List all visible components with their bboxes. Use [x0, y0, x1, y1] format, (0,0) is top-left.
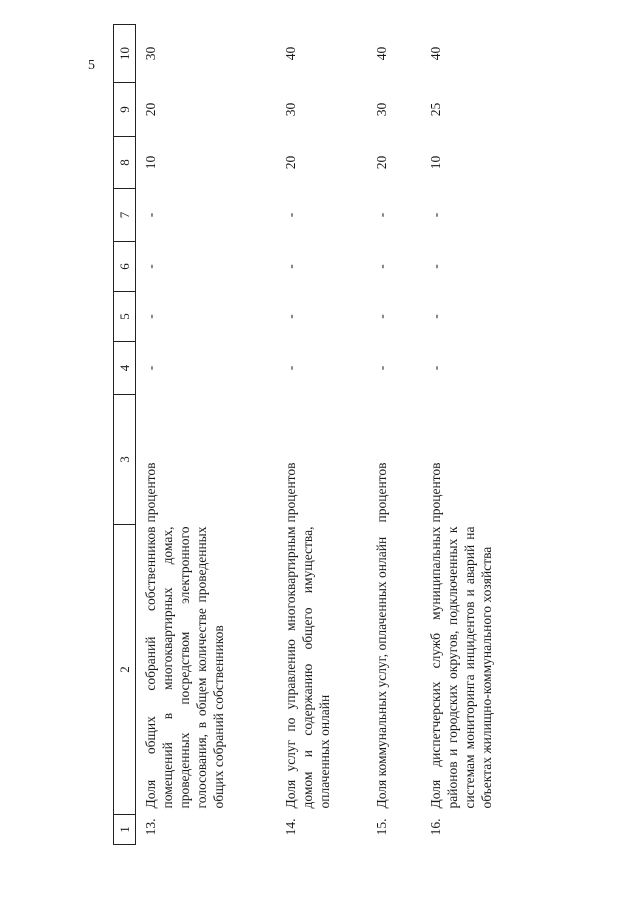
value-cell: -: [428, 264, 443, 269]
header-cell: 1: [114, 815, 136, 845]
value-cell: -: [143, 365, 158, 371]
indicator-unit: процентов: [283, 462, 298, 523]
indicator-name: Доля общих собраний собственников помещений в многоквартирных домах, проведенных посредством электронного голосования, в общем количестве проведенных общих собраний собственников: [143, 526, 226, 809]
header-cell: 10: [114, 25, 136, 83]
header-cell: 7: [114, 189, 136, 242]
header-cell: 6: [114, 242, 136, 292]
row-index: 14.: [283, 818, 298, 836]
table-row: [276, 25, 367, 845]
value-cell: -: [428, 314, 443, 319]
value-cell: 10: [143, 155, 158, 170]
value-cell: 40: [374, 46, 389, 61]
table-header-row: [114, 25, 136, 845]
value-cell: -: [283, 264, 298, 269]
table-row: [367, 25, 421, 845]
value-cell: -: [374, 314, 389, 319]
value-cell: -: [143, 212, 158, 218]
rotated-table-container: [113, 25, 513, 845]
header-cell: 5: [114, 292, 136, 342]
indicator-name: Доля услуг по управлению многоквартирным домом и содержанию общего имущества, оплаченных онлайн: [283, 526, 332, 809]
value-cell: 20: [143, 102, 158, 117]
value-cell: -: [143, 264, 158, 269]
value-cell: -: [374, 365, 389, 371]
header-cell: 9: [114, 83, 136, 137]
value-cell: -: [283, 314, 298, 319]
value-cell: -: [143, 314, 158, 319]
indicator-name: Доля коммунальных услуг, оплаченных онлайн: [374, 536, 389, 809]
indicator-unit: процентов: [143, 462, 158, 523]
value-cell: 40: [428, 46, 443, 61]
value-cell: 20: [374, 155, 389, 170]
value-cell: 40: [283, 46, 298, 61]
value-cell: -: [428, 212, 443, 218]
indicator-unit: процентов: [428, 462, 443, 523]
indicators-table: [113, 24, 527, 845]
value-cell: -: [428, 365, 443, 371]
indicator-name: Доля диспетчерских служб муниципальных районов и городских округов, подключенных к системам мониторинга инцидентов и аварий на объектах жилищно-коммунального хозяйства: [428, 526, 494, 809]
table-row: [136, 25, 277, 845]
value-cell: 20: [283, 155, 298, 170]
page-number: 5: [88, 58, 95, 73]
row-index: 16.: [428, 818, 443, 836]
value-cell: 30: [283, 102, 298, 117]
value-cell: -: [374, 264, 389, 269]
value-cell: -: [283, 212, 298, 218]
value-cell: 30: [143, 46, 158, 61]
header-cell: 8: [114, 137, 136, 189]
row-index: 15.: [374, 818, 389, 836]
indicator-unit: процентов: [374, 462, 389, 523]
value-cell: -: [283, 365, 298, 371]
value-cell: 30: [374, 102, 389, 117]
value-cell: -: [374, 212, 389, 218]
value-cell: 25: [428, 102, 443, 117]
header-cell: 4: [114, 342, 136, 395]
header-cell: 3: [114, 395, 136, 525]
table-row: [421, 25, 527, 845]
row-index: 13.: [143, 818, 158, 836]
header-cell: 2: [114, 525, 136, 815]
value-cell: 10: [428, 155, 443, 170]
